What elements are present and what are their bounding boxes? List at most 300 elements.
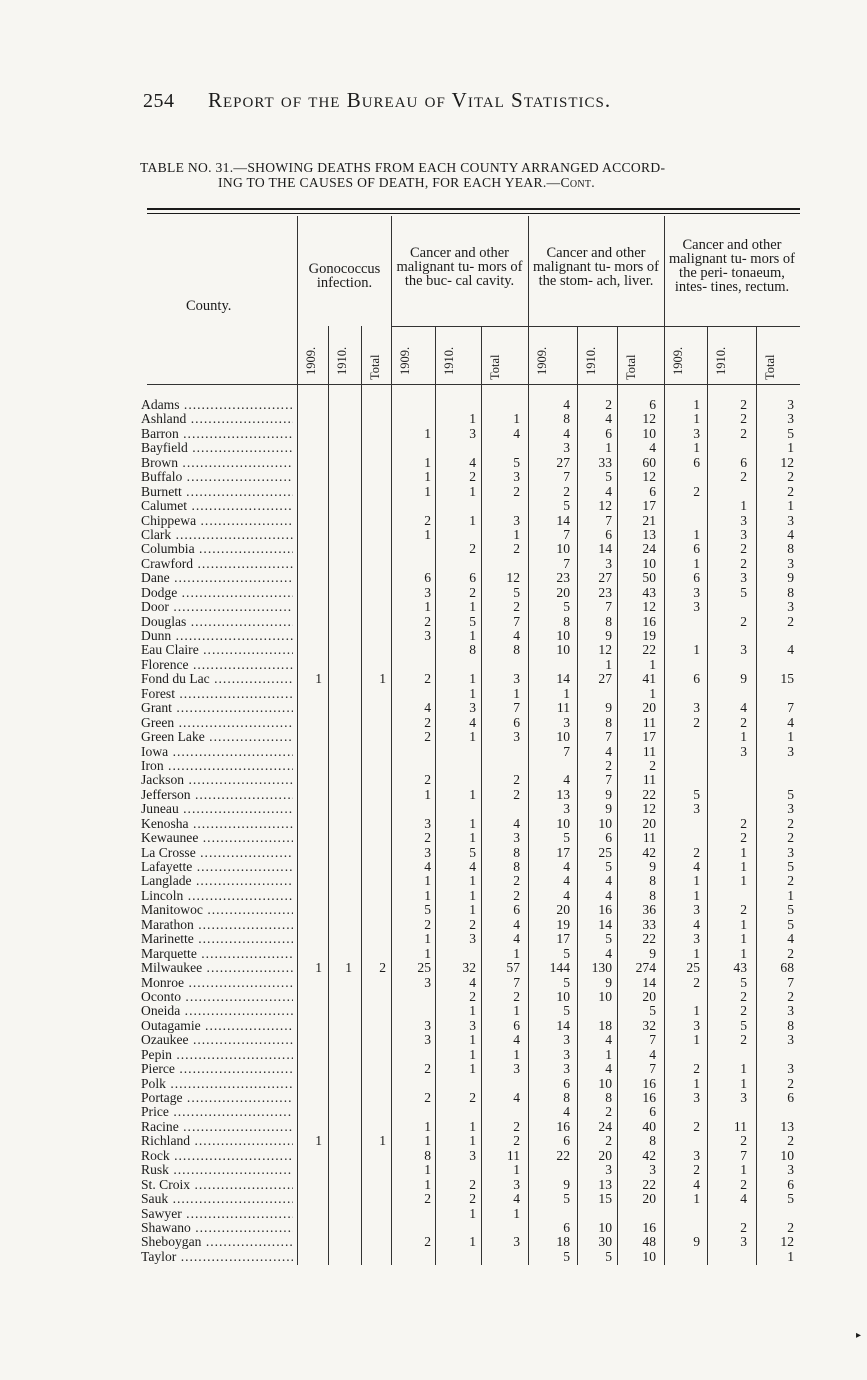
county-name: Dunn ..... xyxy=(141,629,293,643)
table-cell: 1 xyxy=(740,945,747,961)
table-cell: 42 xyxy=(642,1147,656,1163)
table-cell: 1 xyxy=(424,786,431,802)
table-cell: 2 xyxy=(787,1075,794,1091)
table-cell: 4 xyxy=(787,642,794,658)
table-cell: 9 xyxy=(563,1176,570,1192)
top-rule-thin xyxy=(147,213,800,214)
table-cell: 25 xyxy=(417,960,431,976)
table-cell: 2 xyxy=(513,772,520,788)
table-cell: 7 xyxy=(563,469,570,485)
table-cell: 4 xyxy=(563,772,570,788)
table-cell: 1 xyxy=(513,685,520,701)
table-row xyxy=(0,1048,867,1062)
table-cell: 1 xyxy=(693,945,700,961)
table-cell: 3 xyxy=(424,1017,431,1033)
table-row xyxy=(0,542,867,556)
table-row xyxy=(0,571,867,585)
table-cell: 4 xyxy=(469,859,476,874)
table-cell: 4 xyxy=(563,1104,570,1120)
table-row xyxy=(0,759,867,773)
table-cell: 2 xyxy=(740,1133,747,1149)
table-cell: 1 xyxy=(787,1248,794,1264)
county-name: Rusk ..... xyxy=(141,1163,293,1177)
table-cell: 2 xyxy=(740,714,747,730)
margin-mark: ▸ xyxy=(855,1330,861,1341)
table-cell: 5 xyxy=(787,786,794,802)
table-row xyxy=(0,672,867,686)
table-cell: 32 xyxy=(642,1017,656,1033)
table-cell: 11 xyxy=(642,830,656,846)
year-header: Total xyxy=(763,354,777,380)
county-name: Shawano ..... xyxy=(141,1221,293,1235)
table-row xyxy=(0,1134,867,1148)
table-cell: 2 xyxy=(513,887,520,903)
table-cell: 2 xyxy=(740,902,747,918)
table-cell: 6 xyxy=(513,902,520,918)
table-cell: 1 xyxy=(693,397,700,412)
table-cell: 2 xyxy=(787,1219,794,1235)
table-cell: 4 xyxy=(513,1090,520,1105)
table-cell: 4 xyxy=(693,1176,700,1192)
table-cell: 1 xyxy=(469,1061,476,1077)
table-cell: 4 xyxy=(605,887,612,903)
table-cell: 14 xyxy=(556,1017,570,1033)
county-name: Door ..... xyxy=(141,600,293,614)
table-cell: 36 xyxy=(642,902,656,918)
table-cell: 27 xyxy=(598,570,612,586)
table-cell: 1 xyxy=(740,931,747,947)
table-cell: 4 xyxy=(693,859,700,874)
table-cell: 2 xyxy=(469,1191,476,1207)
county-name: Iowa ..... xyxy=(141,745,293,759)
county-name: Kewaunee ..... xyxy=(141,831,293,845)
table-cell: 4 xyxy=(513,931,520,947)
table-cell: 1 xyxy=(469,1118,476,1134)
county-name: Chippewa ..... xyxy=(141,514,293,528)
group-header-peritoneum: Cancer and other malignant tu- mors of the peri- tonaeum, intes- tines, rectum. xyxy=(668,237,796,295)
table-cell: 1 xyxy=(693,411,700,427)
county-name: Clark ..... xyxy=(141,528,293,542)
table-cell: 1 xyxy=(605,1046,612,1062)
table-cell: 1 xyxy=(379,671,386,687)
table-cell: 2 xyxy=(513,1118,520,1134)
table-cell: 3 xyxy=(787,1003,794,1019)
table-cell: 8 xyxy=(513,642,520,658)
table-cell: 2 xyxy=(693,1162,700,1178)
table-cell: 1 xyxy=(469,815,476,831)
table-row xyxy=(0,557,867,571)
table-cell: 1 xyxy=(469,1133,476,1149)
table-cell: 1 xyxy=(513,1162,520,1178)
table-row xyxy=(0,427,867,441)
table-cell: 2 xyxy=(513,599,520,615)
table-cell: 4 xyxy=(605,873,612,889)
table-cell: 5 xyxy=(787,1191,794,1207)
table-cell: 1 xyxy=(315,671,322,687)
table-cell: 274 xyxy=(635,960,656,976)
data-table-body xyxy=(0,398,867,1264)
table-cell: 8 xyxy=(513,844,520,860)
table-cell: 5 xyxy=(563,599,570,615)
table-cell: 2 xyxy=(740,397,747,412)
table-cell: 1 xyxy=(424,1162,431,1178)
table-cell: 3 xyxy=(424,584,431,600)
table-cell: 1 xyxy=(424,599,431,615)
table-cell: 2 xyxy=(740,815,747,831)
county-name: Polk ..... xyxy=(141,1077,293,1091)
table-cell: 4 xyxy=(513,628,520,643)
caption-line-2: ING TO THE CAUSES OF DEATH, FOR EACH YEAR.—Cont. xyxy=(218,175,595,190)
table-cell: 5 xyxy=(605,469,612,485)
county-name: Jefferson ..... xyxy=(141,788,293,802)
table-cell: 2 xyxy=(787,830,794,846)
county-name: Jackson ..... xyxy=(141,773,293,787)
table-row xyxy=(0,600,867,614)
table-cell: 2 xyxy=(740,1003,747,1019)
table-cell: 3 xyxy=(740,512,747,528)
table-cell: 1 xyxy=(469,1003,476,1019)
county-name: Burnett ..... xyxy=(141,485,293,499)
table-cell: 12 xyxy=(780,1234,794,1250)
table-cell: 2 xyxy=(605,397,612,412)
table-cell: 2 xyxy=(513,483,520,499)
table-cell: 8 xyxy=(424,1147,431,1163)
table-cell: 3 xyxy=(740,1234,747,1250)
table-cell: 1 xyxy=(469,628,476,643)
county-name: Sawyer ..... xyxy=(141,1207,293,1221)
county-header: County. xyxy=(186,298,232,314)
table-cell: 5 xyxy=(563,1003,570,1019)
table-cell: 1 xyxy=(563,685,570,701)
table-cell: 3 xyxy=(563,801,570,817)
table-cell: 5 xyxy=(605,931,612,947)
table-cell: 8 xyxy=(605,714,612,730)
group-header-gonococcus: Gonococcus infection. xyxy=(308,261,381,291)
group-header-buccal: Cancer and other malignant tu- mors of the buc- cal cavity. xyxy=(396,245,523,289)
table-cell: 4 xyxy=(649,440,656,456)
county-name: Marinette ..... xyxy=(141,932,293,946)
table-cell: 4 xyxy=(563,887,570,903)
table-cell: 2 xyxy=(787,815,794,831)
table-row xyxy=(0,528,867,542)
table-row xyxy=(0,1105,867,1119)
table-cell: 12 xyxy=(780,454,794,470)
table-cell: 10 xyxy=(556,815,570,831)
table-cell: 25 xyxy=(686,960,700,976)
table-cell: 1 xyxy=(469,599,476,615)
table-cell: 20 xyxy=(642,700,656,716)
county-name: Richland ..... xyxy=(141,1134,293,1148)
table-row xyxy=(0,745,867,759)
table-cell: 6 xyxy=(563,1133,570,1149)
table-cell: 6 xyxy=(693,570,700,586)
table-cell: 6 xyxy=(649,397,656,412)
table-row xyxy=(0,932,867,946)
table-row xyxy=(0,817,867,831)
year-header: Total xyxy=(624,354,638,380)
table-cell: 5 xyxy=(605,1248,612,1264)
table-cell: 3 xyxy=(693,801,700,817)
table-cell: 8 xyxy=(649,873,656,889)
table-cell: 7 xyxy=(513,974,520,990)
table-cell: 3 xyxy=(693,902,700,918)
table-cell: 3 xyxy=(469,1147,476,1163)
table-cell: 2 xyxy=(693,1061,700,1077)
table-cell: 8 xyxy=(787,584,794,600)
table-cell: 4 xyxy=(424,700,431,716)
table-row xyxy=(0,701,867,715)
table-cell: 1 xyxy=(424,469,431,485)
table-cell: 4 xyxy=(563,397,570,412)
table-cell: 5 xyxy=(787,425,794,441)
table-row xyxy=(0,903,867,917)
table-cell: 7 xyxy=(605,772,612,788)
table-cell: 3 xyxy=(563,714,570,730)
table-cell: 4 xyxy=(469,714,476,730)
county-name: Lincoln ..... xyxy=(141,889,293,903)
table-cell: 21 xyxy=(642,512,656,528)
table-cell: 1 xyxy=(740,873,747,889)
county-name: Douglas ..... xyxy=(141,615,293,629)
table-cell: 4 xyxy=(605,1061,612,1077)
table-row xyxy=(0,961,867,975)
table-cell: 6 xyxy=(424,570,431,586)
table-row xyxy=(0,802,867,816)
table-cell: 6 xyxy=(605,425,612,441)
table-cell: 2 xyxy=(740,1032,747,1048)
table-cell: 22 xyxy=(642,931,656,947)
table-cell: 12 xyxy=(642,411,656,427)
table-cell: 2 xyxy=(740,541,747,557)
table-cell: 2 xyxy=(740,425,747,441)
table-cell: 3 xyxy=(787,555,794,571)
table-cell: 16 xyxy=(556,1118,570,1134)
table-cell: 1 xyxy=(693,642,700,658)
table-cell: 5 xyxy=(787,902,794,918)
table-cell: 10 xyxy=(598,1075,612,1091)
table-cell: 1 xyxy=(513,1205,520,1221)
table-cell: 9 xyxy=(649,859,656,874)
table-cell: 3 xyxy=(563,1061,570,1077)
table-cell: 3 xyxy=(513,1176,520,1192)
table-cell: 1 xyxy=(469,1046,476,1062)
table-cell: 1 xyxy=(787,440,794,456)
table-cell: 7 xyxy=(563,526,570,542)
table-cell: 1 xyxy=(513,945,520,961)
table-cell: 2 xyxy=(513,988,520,1004)
table-cell: 10 xyxy=(598,815,612,831)
table-row xyxy=(0,643,867,657)
table-cell: 3 xyxy=(513,469,520,485)
table-cell: 4 xyxy=(513,815,520,831)
table-row xyxy=(0,1235,867,1249)
table-cell: 5 xyxy=(513,584,520,600)
table-cell: 1 xyxy=(424,1118,431,1134)
table-cell: 18 xyxy=(556,1234,570,1250)
table-row xyxy=(0,990,867,1004)
table-cell: 2 xyxy=(469,1176,476,1192)
county-name: St. Croix ..... xyxy=(141,1178,293,1192)
table-cell: 3 xyxy=(787,411,794,427)
table-cell: 1 xyxy=(605,656,612,672)
table-cell: 3 xyxy=(740,1090,747,1105)
table-cell: 4 xyxy=(693,916,700,932)
table-cell: 2 xyxy=(424,1234,431,1250)
table-cell: 4 xyxy=(787,931,794,947)
table-cell: 3 xyxy=(563,1046,570,1062)
table-cell: 19 xyxy=(642,628,656,643)
table-cell: 1 xyxy=(693,873,700,889)
table-cell: 14 xyxy=(598,916,612,932)
table-cell: 3 xyxy=(693,931,700,947)
table-cell: 7 xyxy=(605,729,612,745)
table-cell: 5 xyxy=(787,859,794,874)
table-cell: 11 xyxy=(556,700,570,716)
table-cell: 1 xyxy=(513,1046,520,1062)
table-cell: 1 xyxy=(693,1191,700,1207)
table-cell: 3 xyxy=(787,1032,794,1048)
table-cell: 7 xyxy=(605,512,612,528)
table-cell: 57 xyxy=(506,960,520,976)
county-name: Racine ..... xyxy=(141,1120,293,1134)
table-cell: 10 xyxy=(556,541,570,557)
table-cell: 2 xyxy=(693,483,700,499)
county-name: La Crosse ..... xyxy=(141,846,293,860)
table-cell: 3 xyxy=(693,599,700,615)
table-cell: 17 xyxy=(556,844,570,860)
table-cell: 8 xyxy=(649,1133,656,1149)
county-name: Bayfield ..... xyxy=(141,441,293,455)
table-cell: 2 xyxy=(424,671,431,687)
table-cell: 3 xyxy=(693,1017,700,1033)
table-cell: 3 xyxy=(424,628,431,643)
table-cell: 3 xyxy=(469,700,476,716)
table-cell: 7 xyxy=(649,1032,656,1048)
table-cell: 16 xyxy=(642,1090,656,1105)
table-cell: 1 xyxy=(424,887,431,903)
table-cell: 10 xyxy=(642,555,656,571)
table-cell: 10 xyxy=(598,1219,612,1235)
table-cell: 2 xyxy=(605,1133,612,1149)
table-cell: 15 xyxy=(780,671,794,687)
table-cell: 2 xyxy=(513,541,520,557)
table-cell: 7 xyxy=(787,700,794,716)
table-row xyxy=(0,1192,867,1206)
table-row xyxy=(0,1019,867,1033)
table-cell: 22 xyxy=(642,642,656,658)
table-cell: 1 xyxy=(469,786,476,802)
table-cell: 6 xyxy=(787,1090,794,1105)
table-cell: 2 xyxy=(787,469,794,485)
table-cell: 32 xyxy=(462,960,476,976)
table-cell: 3 xyxy=(787,1061,794,1077)
county-name: Pierce ..... xyxy=(141,1062,293,1076)
table-cell: 11 xyxy=(642,714,656,730)
table-cell: 2 xyxy=(424,1090,431,1105)
group-underline xyxy=(391,326,800,327)
table-cell: 1 xyxy=(649,656,656,672)
table-cell: 2 xyxy=(740,555,747,571)
table-cell: 33 xyxy=(598,454,612,470)
county-name: Fond du Lac ..... xyxy=(141,672,293,686)
table-cell: 9 xyxy=(740,671,747,687)
table-row xyxy=(0,1033,867,1047)
table-cell: 1 xyxy=(469,1234,476,1250)
table-cell: 3 xyxy=(649,1162,656,1178)
table-cell: 6 xyxy=(693,671,700,687)
table-row xyxy=(0,470,867,484)
table-cell: 4 xyxy=(513,425,520,441)
county-name: Sheboygan ..... xyxy=(141,1235,293,1249)
table-cell: 3 xyxy=(424,974,431,990)
table-cell: 5 xyxy=(563,1191,570,1207)
year-header: 1910. xyxy=(584,346,598,375)
table-row xyxy=(0,947,867,961)
table-cell: 17 xyxy=(642,729,656,745)
table-cell: 2 xyxy=(740,613,747,629)
table-cell: 1 xyxy=(693,1075,700,1091)
table-cell: 5 xyxy=(563,974,570,990)
table-cell: 3 xyxy=(787,599,794,615)
table-cell: 27 xyxy=(598,671,612,687)
table-cell: 2 xyxy=(469,988,476,1004)
table-cell: 4 xyxy=(513,916,520,932)
table-cell: 3 xyxy=(424,815,431,831)
table-cell: 2 xyxy=(469,1090,476,1105)
table-cell: 10 xyxy=(642,425,656,441)
table-cell: 10 xyxy=(556,628,570,643)
table-cell: 3 xyxy=(787,801,794,817)
table-cell: 2 xyxy=(693,974,700,990)
table-cell: 1 xyxy=(469,512,476,528)
table-cell: 2 xyxy=(787,613,794,629)
table-cell: 3 xyxy=(424,1032,431,1048)
table-cell: 33 xyxy=(642,916,656,932)
table-cell: 2 xyxy=(424,1061,431,1077)
county-name: Ozaukee ..... xyxy=(141,1033,293,1047)
table-cell: 2 xyxy=(787,1133,794,1149)
county-name: Crawford ..... xyxy=(141,557,293,571)
table-cell: 60 xyxy=(642,454,656,470)
table-cell: 14 xyxy=(556,671,570,687)
table-cell: 10 xyxy=(556,729,570,745)
year-header: 1910. xyxy=(442,346,456,375)
table-cell: 9 xyxy=(649,945,656,961)
year-header: 1909. xyxy=(304,346,318,375)
table-cell: 4 xyxy=(563,873,570,889)
table-cell: 2 xyxy=(424,916,431,932)
table-cell: 23 xyxy=(556,570,570,586)
table-cell: 6 xyxy=(693,541,700,557)
table-cell: 3 xyxy=(693,700,700,716)
table-cell: 3 xyxy=(740,642,747,658)
table-cell: 3 xyxy=(605,1162,612,1178)
table-cell: 1 xyxy=(424,873,431,889)
table-cell: 1 xyxy=(693,526,700,542)
table-cell: 7 xyxy=(563,555,570,571)
table-cell: 22 xyxy=(642,1176,656,1192)
table-cell: 3 xyxy=(469,931,476,947)
table-cell: 1 xyxy=(740,1162,747,1178)
county-name: Buffalo ..... xyxy=(141,470,293,484)
table-cell: 2 xyxy=(379,960,386,976)
table-row xyxy=(0,586,867,600)
table-cell: 1 xyxy=(787,887,794,903)
county-name: Iron ..... xyxy=(141,759,293,773)
table-cell: 22 xyxy=(642,786,656,802)
table-cell: 4 xyxy=(563,425,570,441)
table-cell: 6 xyxy=(740,454,747,470)
